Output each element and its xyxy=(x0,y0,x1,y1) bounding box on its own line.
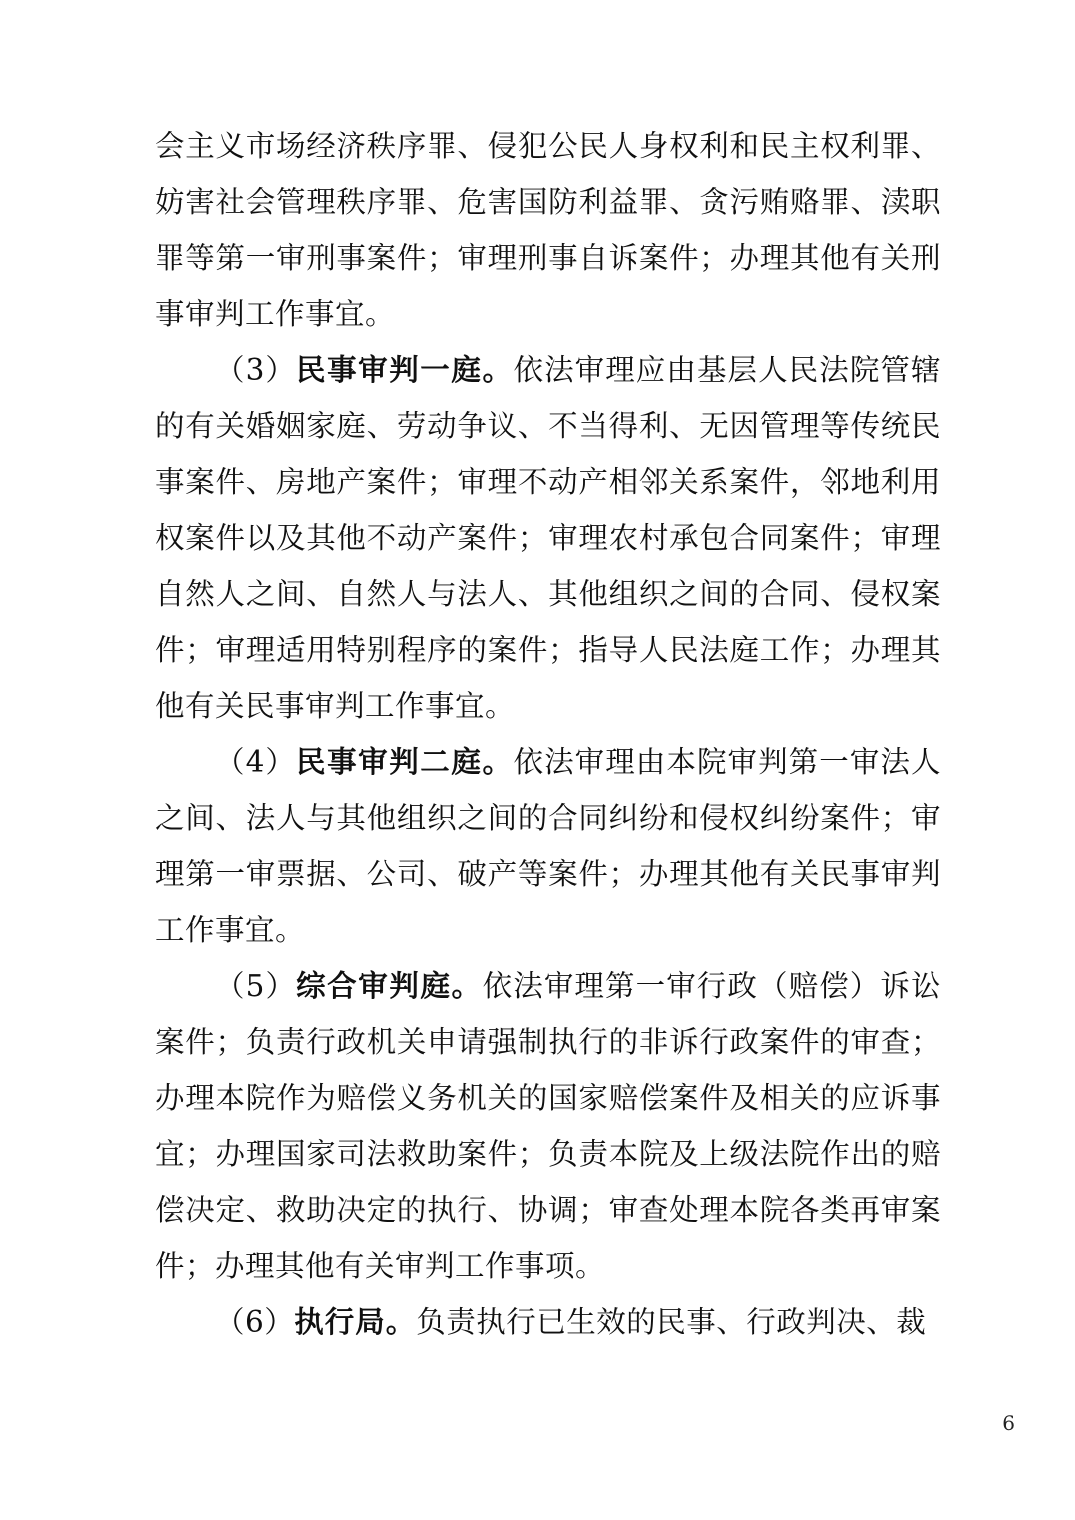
para-continued-criminal xyxy=(155,118,941,342)
paragraph-text: 依法审理由本院审判第一审法人之间、法人与其他组织之间的合同纠纷和侵权纠纷案件；审理第一审票据、公司、破产等案件；办理其他有关民事审判工作事宜。 xyxy=(155,745,941,947)
paragraph-text: 会主义市场经济秩序罪、侵犯公民人身权利和民主权利罪、妨害社会管理秩序罪、危害国防利益罪、贪污贿赂罪、渎职罪等第一审刑事案件；审理刑事自诉案件；办理其他有关刑事审判工作事宜。 xyxy=(155,129,941,331)
para-item-5 xyxy=(155,958,941,1294)
section-heading: 执行局。 xyxy=(294,1304,417,1339)
para-item-3 xyxy=(155,342,941,734)
paragraph-text: 负责执行已生效的民事、行政判决、裁 xyxy=(416,1305,927,1339)
section-heading: 民事审判一庭。 xyxy=(296,352,514,387)
paragraph-text: 依法审理应由基层人民法院管辖的有关婚姻家庭、劳动争议、不当得利、无因管理等传统民事案件、房地产案件；审理不动产相邻关系案件，邻地利用权案件以及其他不动产案件；审理农村承包合同案件；审理自然人之间、自然人与法人、其他组织之间的合同、侵权案件；审理适用特别程序的案件；指导人民法庭工作；办理其他有关民事审判工作事宜。 xyxy=(155,353,941,723)
section-heading: 综合审判庭。 xyxy=(296,968,483,1003)
paragraph-text: （6） xyxy=(215,1305,295,1339)
para-item-6 xyxy=(155,1294,941,1350)
paragraph-text: （4） xyxy=(215,745,296,779)
section-heading: 民事审判二庭。 xyxy=(296,744,514,779)
document-body xyxy=(155,118,941,1350)
page-number: 6 xyxy=(1002,1411,1015,1435)
paragraph-text: （3） xyxy=(215,353,296,387)
paragraph-text: 依法审理第一审行政（赔偿）诉讼案件；负责行政机关申请强制执行的非诉行政案件的审查；办理本院作为赔偿义务机关的国家赔偿案件及相关的应诉事宜；办理国家司法救助案件；负责本院及上级法院作出的赔偿决定、救助决定的执行、协调；审查处理本院各类再审案件；办理其他有关审判工作事项。 xyxy=(155,969,941,1283)
paragraph-text: （5） xyxy=(215,969,297,1003)
para-item-4 xyxy=(155,734,941,958)
